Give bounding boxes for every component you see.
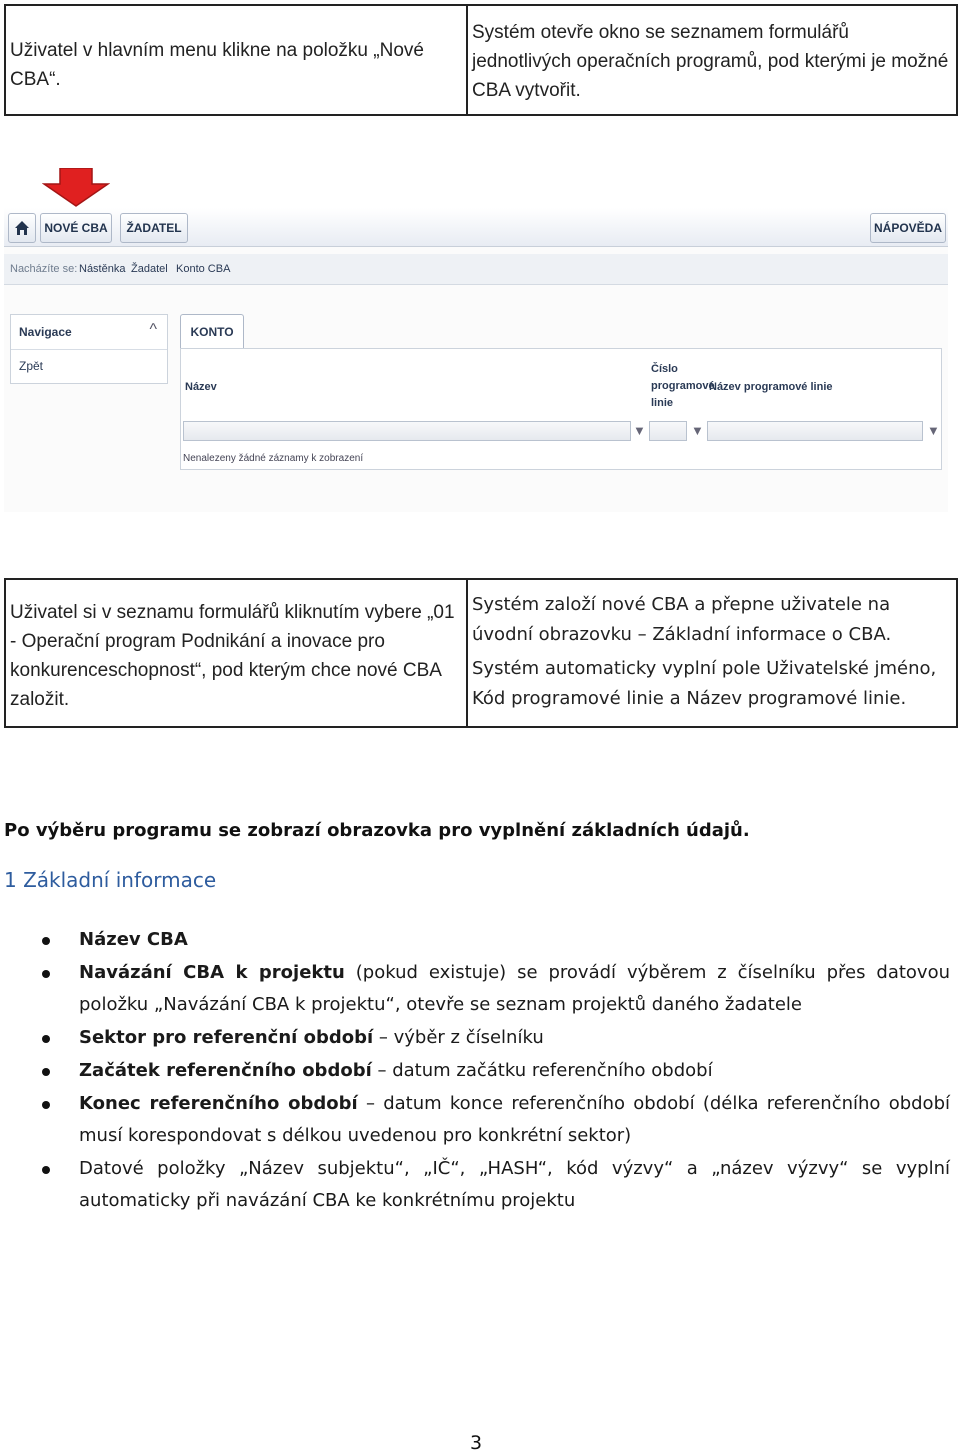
system-response-paragraph: Systém automaticky vyplní pole Uživatelské jméno, Kód programové linie a Název programové linie. bbox=[472, 658, 937, 709]
list-item: Datové položky „Název subjektu“, „IČ“, „HASH“, kód výzvy“ a „název výzvy“ se vyplní automaticky při navázání CBA ke konkrétnímu projektu bbox=[40, 1153, 950, 1217]
red-arrow-icon bbox=[42, 168, 110, 208]
breadcrumb bbox=[4, 254, 948, 285]
breadcrumb-item-dashboard[interactable]: Nástěnka bbox=[79, 263, 126, 275]
home-button[interactable] bbox=[8, 213, 36, 243]
app-screenshot bbox=[4, 208, 948, 512]
column-header-line-number[interactable]: Číslo programové linie bbox=[651, 363, 715, 409]
user-action-cell: Uživatel si v seznamu formulářů kliknutím vybere „01 - Operační program Podnikání a inovace pro konkurenceschopnost“, pod kterým chce nové CBA založit. bbox=[6, 580, 468, 726]
list-item: Navázání CBA k projektu (pokud existuje) se provádí výběrem z číselníku přes datovou položku „Navázání CBA k projektu“, otevře se seznam projektů daného žadatele bbox=[40, 957, 950, 1021]
column-header-line-name[interactable]: Název programové linie bbox=[709, 381, 833, 393]
tab-cba-account[interactable]: KONTO bbox=[180, 314, 244, 349]
page-number: 3 bbox=[470, 1432, 483, 1454]
system-response-cell bbox=[468, 580, 956, 726]
applicant-button[interactable]: ŽADATEL bbox=[120, 213, 188, 243]
chevron-up-icon: ^ bbox=[149, 321, 157, 338]
navigation-header[interactable] bbox=[11, 315, 167, 350]
list-item: Konec referenčního období – datum konce referenčního období (délka referenčního období musí korespondovat s délkou uvedenou pro konkrétní sektor) bbox=[40, 1088, 950, 1152]
line-number-filter-input[interactable] bbox=[649, 421, 687, 441]
line-name-filter-input[interactable] bbox=[707, 421, 923, 441]
cba-list-panel bbox=[180, 348, 942, 470]
empty-message: Nenalezeny žádné záznamy k zobrazení bbox=[183, 453, 364, 464]
system-response-cell: Systém otevře okno se seznamem formulářů jednotlivých operačních programů, pod kterými je možné CBA vytvořit. bbox=[472, 22, 949, 101]
step-table-2 bbox=[4, 578, 958, 728]
list-item: Začátek referenčního období – datum začátku referenčního období bbox=[40, 1055, 950, 1087]
name-filter-input[interactable] bbox=[183, 421, 631, 441]
filter-funnel-icon[interactable]: ▼ bbox=[633, 423, 646, 438]
breadcrumb-item-cba-account[interactable]: Konto CBA bbox=[176, 263, 231, 275]
home-icon bbox=[14, 220, 30, 236]
help-button[interactable]: NÁPOVĚDA bbox=[870, 213, 946, 243]
breadcrumb-label: Nacházíte se: bbox=[10, 263, 78, 275]
field-list bbox=[40, 924, 950, 1218]
filter-funnel-icon[interactable]: ▼ bbox=[691, 423, 704, 438]
breadcrumb-item-applicant[interactable]: Žadatel bbox=[131, 263, 168, 275]
section-title: 1 Základní informace bbox=[4, 868, 217, 892]
column-header-name[interactable]: Název bbox=[185, 381, 217, 393]
list-item: Sektor pro referenční období – výběr z číselníku bbox=[40, 1022, 950, 1054]
new-cba-button[interactable]: NOVÉ CBA bbox=[40, 213, 112, 243]
filter-funnel-icon[interactable]: ▼ bbox=[927, 423, 940, 438]
navigation-panel bbox=[10, 314, 168, 384]
system-response-paragraph: Systém založí nové CBA a přepne uživatele na úvodní obrazovku – Základní informace o CBA. bbox=[472, 594, 892, 645]
back-link[interactable]: Zpět bbox=[19, 359, 44, 373]
top-menu-bar bbox=[4, 208, 948, 247]
user-action-cell: Uživatel v hlavním menu klikne na položku „Nové CBA“. bbox=[6, 6, 468, 114]
step-table-1 bbox=[4, 4, 958, 116]
section-heading: Po výběru programu se zobrazí obrazovka pro vyplnění základních údajů. bbox=[4, 820, 750, 841]
list-item: Název CBA bbox=[40, 924, 950, 956]
navigation-title: Navigace bbox=[19, 325, 72, 339]
